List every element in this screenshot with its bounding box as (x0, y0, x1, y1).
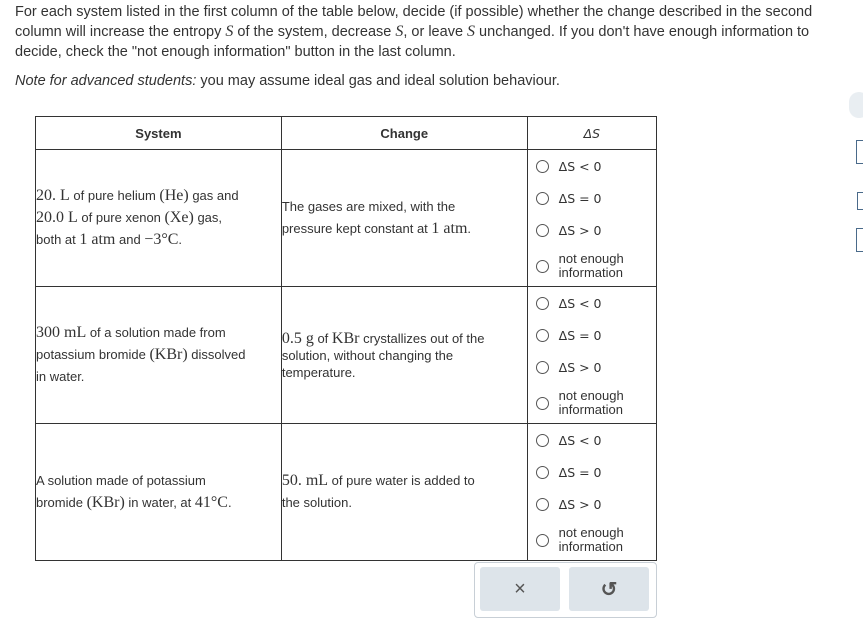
header-row (36, 117, 657, 150)
value: 20.0 (36, 209, 64, 226)
side-tab[interactable] (849, 92, 863, 118)
text: of pure water is added to (328, 473, 475, 488)
header-system: System (36, 117, 282, 150)
option-label (559, 252, 624, 280)
entropy-symbol: S (467, 23, 476, 40)
option-increase[interactable] (528, 351, 656, 383)
text: and (115, 232, 145, 247)
radio-button[interactable] (536, 534, 549, 547)
instructions-text: unchanged. If you don't have enough information to decide, check the "not enough information" button in the last column. (15, 24, 810, 60)
table-row (36, 150, 657, 287)
text: temperature. (281, 364, 356, 380)
option-label: ΔS > 0 (558, 359, 602, 375)
value: 0.5 (281, 329, 302, 347)
value: −3°C (144, 231, 179, 248)
close-icon: × (514, 577, 526, 600)
radio-button[interactable] (536, 361, 549, 374)
radio-button[interactable] (536, 397, 549, 410)
radio-button[interactable] (536, 192, 549, 205)
entropy-symbol: S (395, 23, 404, 40)
option-label: ΔS = 0 (558, 464, 602, 480)
reset-button[interactable] (569, 567, 649, 611)
unit: atm (439, 220, 468, 237)
option-label (559, 389, 624, 417)
clear-button[interactable] (480, 567, 560, 611)
text: not enough (558, 388, 624, 403)
options-cell (527, 150, 656, 287)
radio-button[interactable] (536, 160, 549, 173)
change-cell (281, 150, 527, 287)
text: in water. (36, 369, 85, 384)
text: . (178, 232, 183, 247)
instructions-text: , or leave (403, 24, 468, 40)
value: 1 (79, 231, 88, 248)
unit: mL (301, 472, 329, 489)
header-delta-s-label: ΔS (583, 125, 601, 141)
option-not-enough-info[interactable] (528, 520, 656, 560)
instructions-text: For each system listed in the first column of the table below, decide (if possible) whether the change described in the second column will increase the entropy (15, 4, 813, 40)
radio-button[interactable] (536, 466, 549, 479)
formula: KBr (331, 329, 360, 347)
radio-button[interactable] (536, 260, 549, 273)
side-bracket-icon (856, 140, 863, 164)
option-label: ΔS = 0 (558, 190, 602, 206)
options-cell (527, 424, 656, 561)
system-cell (36, 424, 282, 561)
text: information (558, 402, 623, 417)
text: The gases are mixed, with the (281, 199, 456, 214)
note-label: Note for advanced students: (15, 73, 197, 89)
change-cell (281, 424, 527, 561)
note-text: you may assume ideal gas and ideal solution behaviour. (196, 73, 560, 89)
option-unchanged[interactable] (528, 456, 656, 488)
formula: (KBr) (86, 494, 125, 511)
undo-icon: ↺ (600, 578, 618, 601)
option-decrease[interactable] (528, 424, 656, 456)
unit: atm (87, 231, 116, 248)
text: potassium bromide (36, 347, 150, 362)
unit: g (301, 329, 314, 347)
text: . (467, 221, 472, 236)
text: gas, (193, 210, 223, 225)
option-unchanged[interactable] (528, 319, 656, 351)
unit: L (64, 209, 78, 226)
radio-button[interactable] (536, 297, 549, 310)
unit: mL (60, 324, 87, 341)
option-decrease[interactable] (528, 287, 656, 319)
option-increase[interactable] (528, 214, 656, 246)
text: not enough (558, 251, 624, 266)
option-label: ΔS < 0 (558, 295, 602, 311)
option-unchanged[interactable] (528, 182, 656, 214)
instructions-text: of the system, decrease (233, 24, 396, 40)
formula: (He) (159, 187, 189, 204)
change-cell (281, 287, 527, 424)
instructions (15, 2, 855, 62)
value: 50. (281, 472, 302, 489)
text: the solution. (281, 495, 352, 510)
radio-button[interactable] (536, 498, 549, 511)
side-bracket-icon (856, 228, 863, 252)
option-label: ΔS > 0 (558, 222, 602, 238)
option-not-enough-info[interactable] (528, 246, 656, 286)
unit: L (56, 187, 70, 204)
header-delta-s (527, 117, 656, 150)
text: solution, without changing the (281, 347, 454, 363)
formula: (Xe) (164, 209, 194, 226)
option-label: ΔS > 0 (558, 496, 602, 512)
text: A solution made of potassium (36, 473, 206, 488)
text: of pure xenon (77, 210, 165, 225)
action-bar (474, 562, 657, 618)
text: dissolved (187, 347, 246, 362)
text: of pure helium (69, 188, 160, 203)
text: not enough (558, 525, 624, 540)
text: of (313, 330, 332, 346)
value: 20. (36, 187, 56, 204)
text: information (558, 265, 623, 280)
system-cell (36, 287, 282, 424)
value: 300 (36, 324, 60, 341)
text: both at (36, 232, 80, 247)
value: 1 (431, 220, 440, 237)
text: in water, at (124, 495, 195, 510)
entropy-symbol: S (225, 23, 234, 40)
table-row (36, 424, 657, 561)
value: 41°C (194, 494, 228, 511)
option-label (559, 526, 624, 554)
text: bromide (36, 495, 87, 510)
radio-button[interactable] (536, 434, 549, 447)
entropy-table (35, 116, 657, 561)
option-increase[interactable] (528, 488, 656, 520)
text: crystallizes out of the (359, 330, 485, 346)
header-change: Change (281, 117, 527, 150)
option-label: ΔS < 0 (558, 158, 602, 174)
side-bracket-icon (857, 192, 863, 210)
system-cell (36, 150, 282, 287)
table-row (36, 287, 657, 424)
text: of a solution made from (86, 325, 226, 340)
text: information (558, 539, 623, 554)
text: pressure kept constant at (281, 221, 432, 236)
text: . (227, 495, 232, 510)
radio-button[interactable] (536, 329, 549, 342)
radio-button[interactable] (536, 224, 549, 237)
option-label: ΔS < 0 (558, 432, 602, 448)
option-not-enough-info[interactable] (528, 383, 656, 423)
option-decrease[interactable] (528, 150, 656, 182)
text: gas and (188, 188, 239, 203)
advanced-note (15, 73, 560, 89)
formula: (KBr) (149, 346, 188, 363)
option-label: ΔS = 0 (558, 327, 602, 343)
options-cell (527, 287, 656, 424)
